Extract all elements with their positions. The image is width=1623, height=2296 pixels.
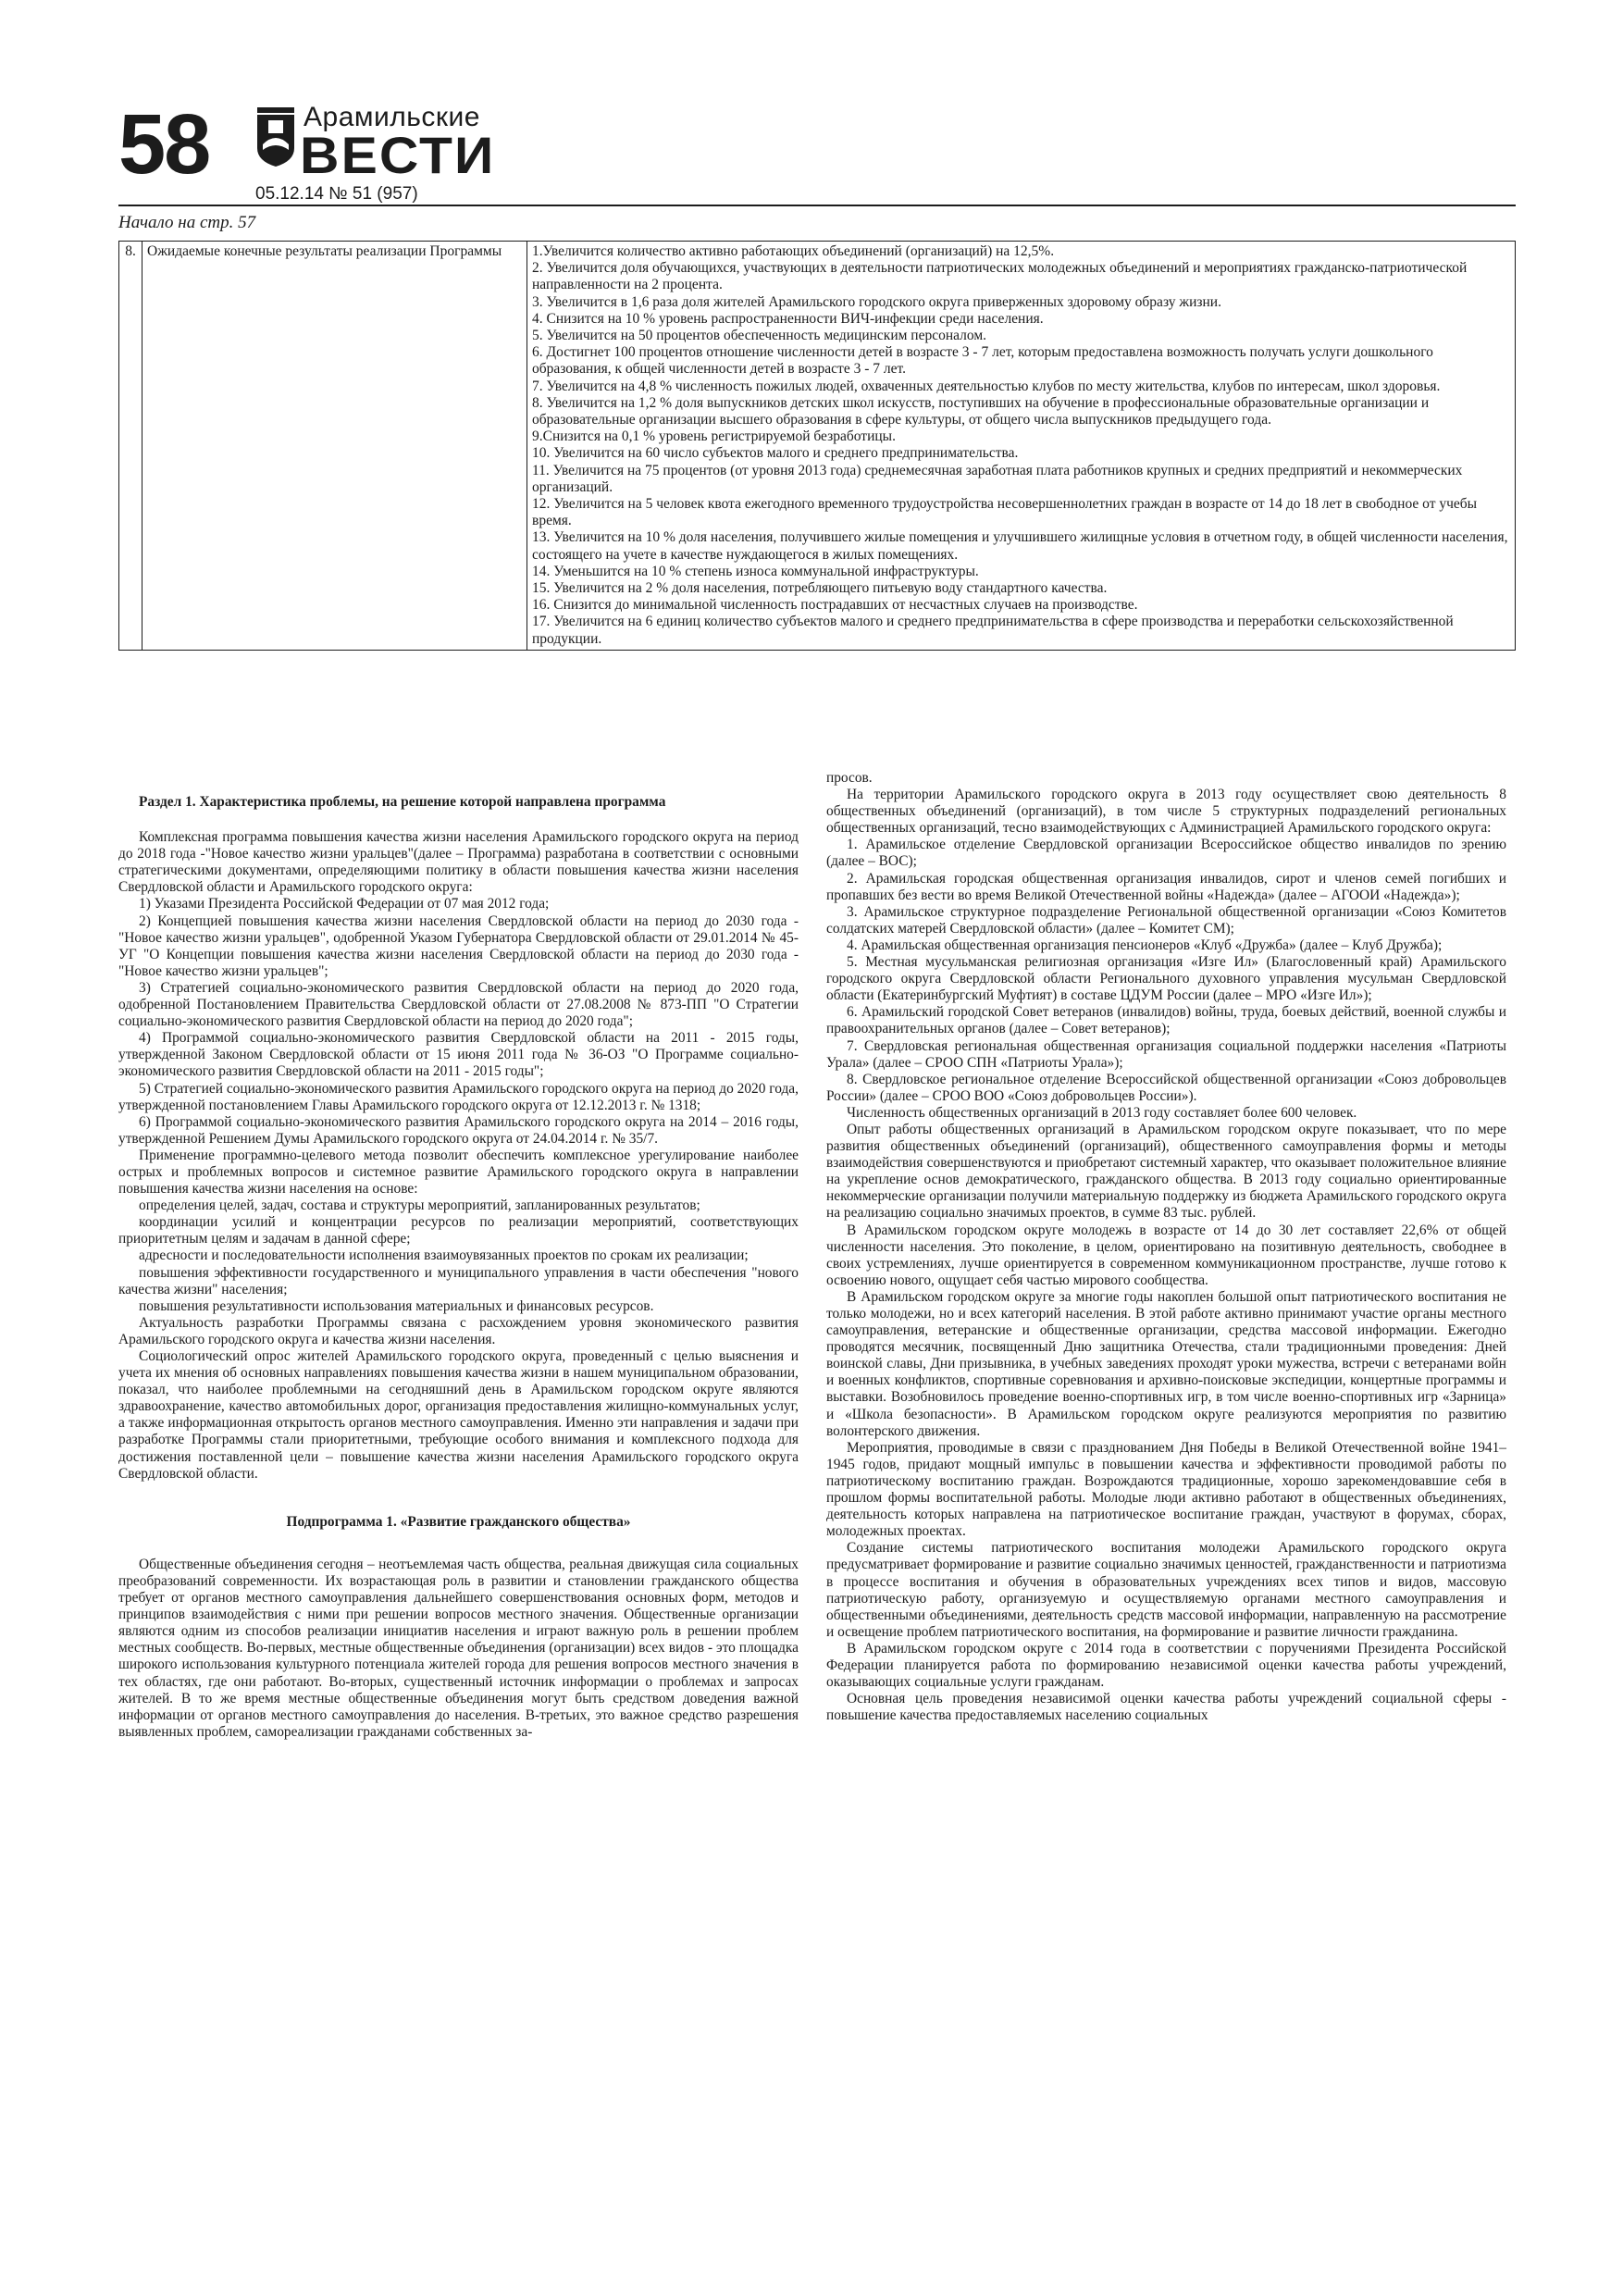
paragraph: Опыт работы общественных организаций в Арамильском городском округе показывает, что по мере развития общественных объединений (организаций), общественного самоуправления формы и методы взаимодействия совершенствуются и приобретают системный характер, что оказывает положительное влияние на укрепление основ демократического, гражданского общества. В 2013 году социально ориентированные некоммерческие организации получили материальную поддержку из бюджета Арамильского городского округа на реализацию социально значимых проектов, в сумме 83 тыс. рублей.	[826, 1121, 1506, 1222]
goal-item: 7. Увеличится на 4,8 % численность пожилых людей, охваченных деятельностью клубов по месту жительства, клубов по интересам, школ здоровья.	[532, 378, 1441, 394]
brand-title-main: ВЕСТИ	[300, 126, 496, 184]
row-label: Ожидаемые конечные результаты реализации Программы	[142, 242, 527, 651]
goal-item: 14. Уменьшится на 10 % степень износа коммунальной инфраструктуры.	[532, 563, 979, 579]
paragraph: 6) Программой социально-экономического развития Арамильского городского округа на 2014 – 2016 годы, утвержденной Решением Думы Арамильского городского округа от 24.04.2014 г. № 35/7.	[118, 1113, 799, 1147]
left-column	[118, 779, 799, 1741]
paragraph: Численность общественных организаций в 2013 году составляет более 600 человек.	[847, 1104, 1357, 1121]
continued-note: Начало на стр. 57	[118, 213, 256, 232]
issue-date-number: 05.12.14 № 51 (957)	[255, 184, 418, 204]
paragraph: В Арамильском городском округе за многие годы накоплен большой опыт патриотического воспитания не только молодежи, но и всех категорий населения. В этой работе активно принимают участие органы местного самоуправления, ветеранские и общественные организации, средства массовой информации. Ежегодно проводятся месячник, посвященный Дню защитника Отечества, стали традиционными проведения: Дней воинской славы, Дни призывника, в учебных заведениях проходят уроки мужества, встречи с ветеранами войн и военных конфликтов, спортивные соревнования и архивно-поисковые экспедиции, концертные программы и выставки. Возобновилось проведение военно-спортивных игр, в том числе военно-спортивных игр «Зарница» и «Школа безопасности». В Арамильском городском округе реализуются мероприятия по развитию волонтерского движения.	[826, 1288, 1506, 1439]
goal-item: 3. Увеличится в 1,6 раза доля жителей Арамильского городского округа приверженных здоровому образу жизни.	[532, 293, 1221, 310]
paragraph: Комплексная программа повышения качества жизни населения Арамильского городского округа на период до 2018 года -"Новое качество жизни уральцев"(далее – Программа) разработана в соответствии с основными стратегическими документами, определяющими политику в области повышения качества жизни населения Свердловской области и Арамильского городского округа:	[118, 829, 799, 896]
goal-item: 11. Увеличится на 75 процентов (от уровня 2013 года) среднемесячная заработная плата работников крупных и средних предприятий и некоммерческих организаций.	[532, 462, 1463, 495]
paragraph: Создание системы патриотического воспитания молодежи Арамильского городского округа предусматривает формирование и развитие социально значимых ценностей, гражданственности и патриотизма в процессе воспитания и обучения в образовательных учреждениях всех типов и видов, массовую патриотическую работу, организуемую и осуществляемую органами местного самоуправления и общественными объединениями, деятельность средств массовой информации, направленную на рассмотрение и освещение проблем патриотического воспитания, на формирование и развитие личности гражданина.	[826, 1540, 1506, 1640]
goal-item: 6. Достигнет 100 процентов отношение численности детей в возрасте 3 - 7 лет, которым предоставлена возможность получать услуги дошкольного образования, к общей численности детей в возрасте 3 - 7 лет.	[532, 344, 1433, 378]
paragraph: координации усилий и концентрации ресурсов по реализации мероприятий, соответствующих приоритетным целям и задачам в данной сфере;	[118, 1214, 799, 1247]
paragraph: 3) Стратегией социально-экономического развития Свердловской области на период до 2020 года, одобренной Постановлением Правительства Свердловской области от 27.08.2008 № 873-ПП "О Стратегии социально-экономического развития Свердловской области на период до 2020 года";	[118, 979, 799, 1030]
coat-of-arms-icon	[255, 107, 296, 167]
paragraph: 1. Арамильское отделение Свердловской организации Всероссийское общество инвалидов по зрению (далее – ВОС);	[826, 837, 1506, 870]
goal-item: 4. Снизится на 10 % уровень распространенности ВИЧ-инфекции среди населения.	[532, 310, 1044, 327]
paragraph: просов.	[826, 770, 873, 786]
goal-item: 16. Снизится до минимальной численность пострадавших от несчастных случаев на производстве.	[532, 597, 1138, 614]
paragraph: Основная цель проведения независимой оценки качества работы учреждений социальной сферы - повышение качества предоставляемых населению социальных	[826, 1691, 1506, 1724]
paragraph: 4. Арамильская общественная организация пенсионеров «Клуб «Дружба» (далее – Клуб Дружба);	[847, 937, 1443, 953]
right-column	[826, 770, 1506, 1724]
paragraph: 1) Указами Президента Российской Федерации от 07 мая 2012 года;	[139, 896, 550, 912]
paragraph: В Арамильском городском округе молодежь в возрасте от 14 до 30 лет составляет 22,6% от общей численности населения. Это поколение, в целом, ориентировано на позитивную деятельность, свободнее в своих устремлениях, лучше ориентируется в современном коммуникационном пространстве, лучше готово к освоению нового, ощущает себя частью мирового сообщества.	[826, 1222, 1506, 1288]
goal-item: 13. Увеличится на 10 % доля населения, получившего жилые помещения и улучшившего жилищные условия в отчетном году, в общей численности населения, состоящего на учете в качестве нуждающегося в жилых помещениях.	[532, 529, 1508, 563]
masthead	[118, 97, 1516, 213]
expected-results-table	[118, 241, 1516, 651]
paragraph: 6. Арамильский городской Совет ветеранов (инвалидов) войны, труда, боевых действий, военной службы и правоохранительных органов (далее – Совет ветеранов);	[826, 1004, 1506, 1037]
goal-item: 17. Увеличится на 6 единиц количество субъектов малого и среднего предпринимательства в сфере производства и переработки сельскохозяйственной продукции.	[532, 614, 1454, 647]
goal-item: 12. Увеличится на 5 человек квота ежегодного временного трудоустройства несовершеннолетних граждан в возрасте от 14 до 18 лет в свободное от учебы время.	[532, 496, 1478, 529]
goal-item: 5. Увеличится на 50 процентов обеспеченность медицинским персоналом.	[532, 328, 987, 344]
paragraph: Социологический опрос жителей Арамильского городского округа, проведенный с целью выяснения и учета их мнения об основных направлениях повышения качества жизни в нашем муниципальном образовании, показал, что наиболее проблемными на сегодняшний день в Арамильском городском округе являются здравоохранение, качество автомобильных дорог, организация предоставления жилищно-коммунальных услуг, а также информационная открытость органов местного самоуправления. Именно эти направления и задачи при разработке Программы стали приоритетными, требующие особого внимания и комплексного подхода для достижения поставленной цели – повышение качества жизни населения Арамильского городского округа Свердловской области.	[118, 1348, 799, 1482]
paragraph: 3. Арамильское структурное подразделение Региональной общественной организации «Союз Комитетов солдатских матерей Свердловской области» (далее – Комитет СМ);	[826, 903, 1506, 937]
goal-item: 1.Увеличится количество активно работающих объединений (организаций) на 12,5%.	[532, 243, 1055, 259]
paragraph: Актуальность разработки Программы связана с расхождением уровня экономического развития Арамильского городского округа и качества жизни населения.	[118, 1314, 799, 1347]
paragraph: Мероприятия, проводимые в связи с празднованием Дня Победы в Великой Отечественной войне 1941–1945 годов, придают мощный импульс в повышении качества и эффективности проводимой работы по патриотическому воспитанию граждан. Возрождаются традиционные, хорошо зарекомендовавшие себя в прошлом формы воспитательной работы. Молодые люди активно работают в общественных объединениях, деятельность которых направлена на патриотическое воспитание граждан, участвуют в форумах, сборах, молодежных проектах.	[826, 1439, 1506, 1540]
section-heading: Раздел 1. Характеристика проблемы, на решение которой направлена программа	[139, 794, 666, 810]
paragraph: адресности и последовательности исполнения взаимоувязанных проектов по срокам их реализации;	[139, 1247, 749, 1264]
header-rule	[118, 205, 1516, 206]
page-number: 58	[118, 97, 210, 192]
paragraph: повышения результативности использования материальных и финансовых ресурсов.	[139, 1297, 654, 1314]
goal-item: 9.Снизится на 0,1 % уровень регистрируемой безработицы.	[532, 428, 896, 445]
paragraph: 2. Арамильская городская общественная организация инвалидов, сирот и членов семей погибших и пропавших без вести во время Великой Отечественной войны «Надежда» (далее – АГООИ «Надежда»);	[826, 870, 1506, 903]
goal-item: 10. Увеличится на 60 число субъектов малого и среднего предпринимательства.	[532, 445, 1019, 462]
goal-item: 2. Увеличится доля обучающихся, участвующих в деятельности патриотических молодежных объединений и мероприятиях гражданско-патриотической направленности на 2 процента.	[532, 260, 1468, 293]
paragraph: 2) Концепцией повышения качества жизни населения Свердловской области на период до 2030 года - "Новое качество жизни уральцев", одобренной Указом Губернатора Свердловской области от 29.01.2014 № 45-УГ "О Концепции повышения качества жизни населения Свердловской области на период до 2030 года - "Новое качество жизни уральцев";	[118, 912, 799, 979]
paragraph: 8. Свердловское региональное отделение Всероссийской общественной организации «Союз добровольцев России» (далее – СРОО ВОО «Союз добровольцев России»).	[826, 1071, 1506, 1104]
paragraph: На территории Арамильского городского округа в 2013 году осуществляет свою деятельность 8 общественных объединений (организаций), в том числе 5 структурных подразделений региональных общественных организаций, тесно взаимодействующих с Администрацией Арамильского городского округа:	[826, 787, 1506, 837]
goal-item: 15. Увеличится на 2 % доля населения, потребляющего питьевую воду стандартного качества.	[532, 580, 1108, 597]
paragraph: В Арамильском городском округе с 2014 года в соответствии с поручениями Президента Российской Федерации планируется работа по формированию независимой оценки качества работы учреждений, оказывающих социальные услуги гражданам.	[826, 1640, 1506, 1691]
paragraph: повышения эффективности государственного и муниципального управления в части обеспечения "нового качества жизни" населения;	[118, 1264, 799, 1297]
paragraph: определения целей, задач, состава и структуры мероприятий, запланированных результатов;	[139, 1198, 700, 1214]
paragraph: 4) Программой социально-экономического развития Свердловской области на 2011 - 2015 годы, утвержденной Законом Свердловской области от 15 июня 2011 года № 36-ОЗ "О Программе социально-экономического развития Свердловской области на 2011 - 2015 годы";	[118, 1030, 799, 1080]
goal-item: 8. Увеличится на 1,2 % доля выпускников детских школ искусств, поступивших на обучение в профессиональные образовательные организации и образовательные организации высшего образования в сфере культуры, от общего числа выпускников предыдущего года.	[532, 394, 1430, 428]
paragraph: 5. Местная мусульманская религиозная организация «Изге Ил» (Благословенный край) Арамильского городского округа Свердловской области Регионального духовного управления мусульман Свердловской области (Екатеринбургский Муфтият) в составе ЦДУМ России (далее – МРО «Изге Ил»);	[826, 954, 1506, 1004]
subprogram-heading: Подпрограмма 1. «Развитие гражданского общества»	[286, 1513, 631, 1530]
brand-title-top: Арамильские	[304, 102, 480, 132]
table-row	[119, 242, 1516, 651]
paragraph: Применение программно-целевого метода позволит обеспечить комплексное урегулирование наиболее острых и проблемных вопросов и системное развитие Арамильского городского округа в направлении повышения качества жизни населения на основе:	[118, 1147, 799, 1198]
paragraph: Общественные объединения сегодня – неотъемлемая часть общества, реальная движущая сила социальных преобразований современности. Их возрастающая роль в развитии и становлении гражданского общества требует от органов местного самоуправления дальнейшего совершенствования основных форм, методов и принципов взаимодействия с ними при решении вопросов местного значения. Общественные организации являются одним из способов реализации инициатив населения и играют важную роль в решении проблем местных сообществ. Во-первых, местные общественные объединения (организации) всех видов - это площадка широкого использования культурного потенциала жителей города для решения вопросов местного значения в тех областях, где они работают. Во-вторых, существенный источник информации о проблемах и запросах жителей. В то же время местные общественные объединения могут быть средством доведения важной информации от органов местного самоуправления до населения. В-третьих, это важное средство разрешения выявленных проблем, самореализации гражданами собственных за-	[118, 1556, 799, 1740]
row-content	[527, 242, 1516, 651]
paragraph: 5) Стратегией социально-экономического развития Арамильского городского округа на период до 2020 года, утвержденной постановлением Главы Арамильского городского округа от 12.12.2013 г. № 1318;	[118, 1080, 799, 1113]
row-number: 8.	[119, 242, 142, 651]
paragraph: 7. Свердловская региональная общественная организация социальной поддержки населения «Патриоты Урала» (далее – СРОО СПН «Патриоты Урала»);	[826, 1037, 1506, 1071]
